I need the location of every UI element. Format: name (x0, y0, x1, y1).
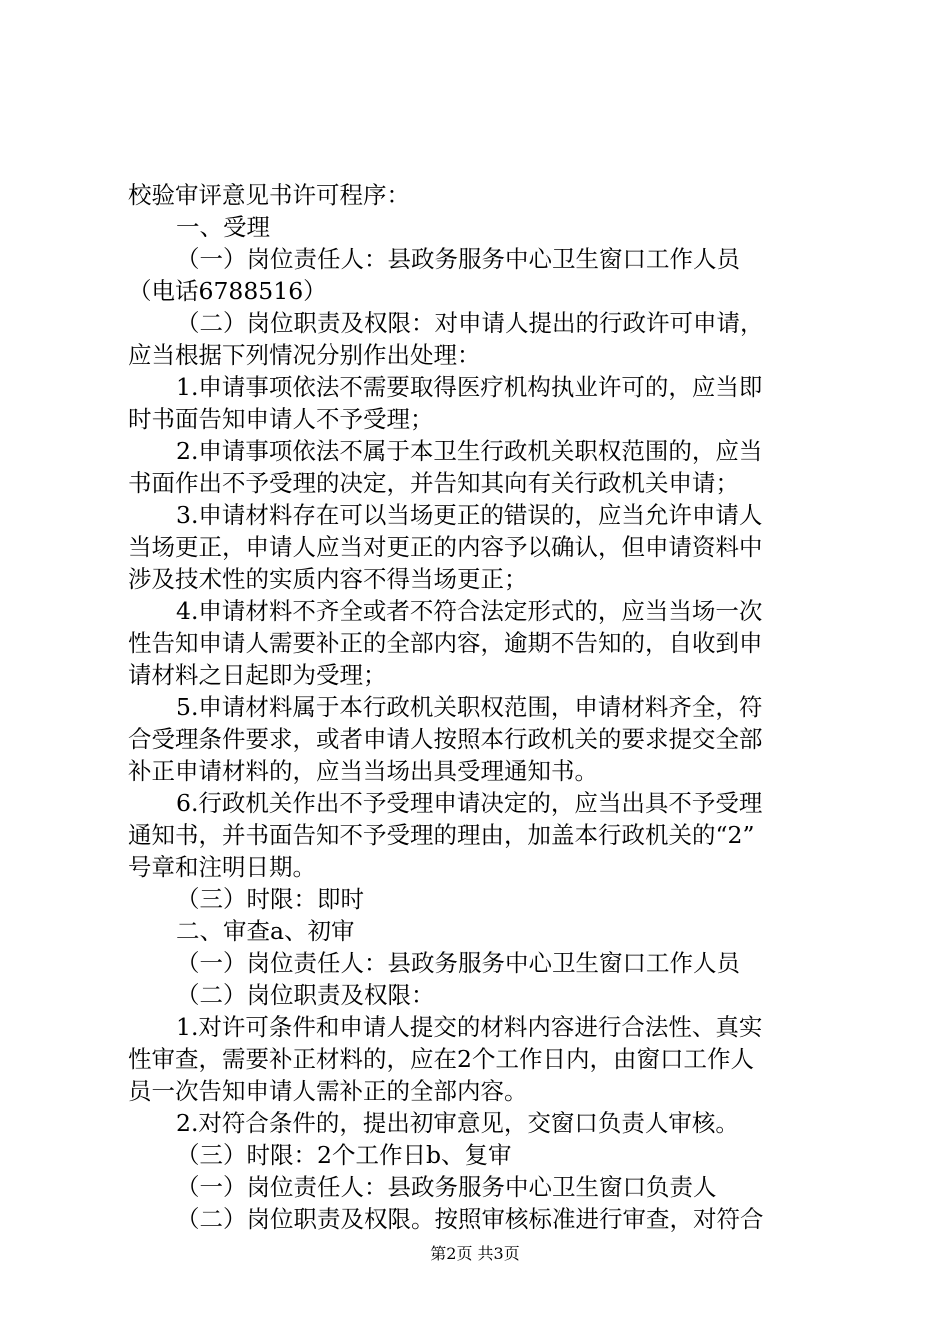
text-line: 校验审评意见书许可程序： (128, 181, 410, 209)
text-line: 请材料之日起即为受理； (128, 661, 387, 689)
section-heading: 二、审查a、初审 (176, 917, 355, 945)
text-line: 合受理条件要求，或者申请人按照本行政机关的要求提交全部 (128, 725, 763, 753)
text-line: 通知书，并书面告知不予受理的理由，加盖本行政机关的“2” (128, 821, 755, 849)
text-line: 3.申请材料存在可以当场更正的错误的，应当允许申请人 (176, 501, 763, 529)
text-line: 5.申请材料属于本行政机关职权范围，申请材料齐全，符 (176, 693, 763, 721)
page-footer (0, 1243, 950, 1265)
text-line: 2.申请事项依法不属于本卫生行政机关职权范围的，应当 (176, 437, 763, 465)
text-line: 性告知申请人需要补正的全部内容，逾期不告知的，自收到申 (128, 629, 763, 657)
text-line: （二）岗位职责及权限。按照审核标准进行审查，对符合 (176, 1205, 764, 1233)
text-line: 书面作出不予受理的决定，并告知其向有关行政机关申请； (128, 469, 739, 497)
text-line: （二）岗位职责及权限：对申请人提出的行政许可申请， (176, 309, 764, 337)
text-line: （三）时限：2个工作日b、复审 (176, 1141, 512, 1169)
text-line: 员一次告知申请人需补正的全部内容。 (128, 1077, 528, 1105)
text-line: （一）岗位责任人：县政务服务中心卫生窗口工作人员 (176, 949, 740, 977)
text-line: 2.对符合条件的，提出初审意见，交窗口负责人审核。 (176, 1109, 739, 1137)
text-line: （三）时限：即时 (176, 885, 364, 913)
text-line: 6.行政机关作出不予受理申请决定的，应当出具不予受理 (176, 789, 763, 817)
section-heading: 一、受理 (176, 213, 270, 241)
text-line: 号章和注明日期。 (128, 853, 316, 881)
text-line: （电话6788516） (128, 277, 327, 305)
text-line: 1.对许可条件和申请人提交的材料内容进行合法性、真实 (176, 1013, 763, 1041)
text-line: 1.申请事项依法不需要取得医疗机构执业许可的，应当即 (176, 373, 763, 401)
text-line: 时书面告知申请人不予受理； (128, 405, 434, 433)
text-line: （一）岗位责任人：县政务服务中心卫生窗口负责人 (176, 1173, 717, 1201)
text-line: 4.申请材料不齐全或者不符合法定形式的，应当当场一次 (176, 597, 763, 625)
text-line: （一）岗位责任人：县政务服务中心卫生窗口工作人员 (176, 245, 740, 273)
text-line: （二）岗位职责及权限： (176, 981, 435, 1009)
text-line: 涉及技术性的实质内容不得当场更正； (128, 565, 528, 593)
text-line: 应当根据下列情况分别作出处理： (128, 341, 481, 369)
page-number: 第2页 共3页 (430, 1244, 520, 1263)
text-line: 当场更正，申请人应当对更正的内容予以确认，但申请资料中 (128, 533, 763, 561)
text-line: 性审查，需要补正材料的，应在2个工作日内，由窗口工作人 (128, 1045, 754, 1073)
text-line: 补正申请材料的，应当当场出具受理通知书。 (128, 757, 598, 785)
